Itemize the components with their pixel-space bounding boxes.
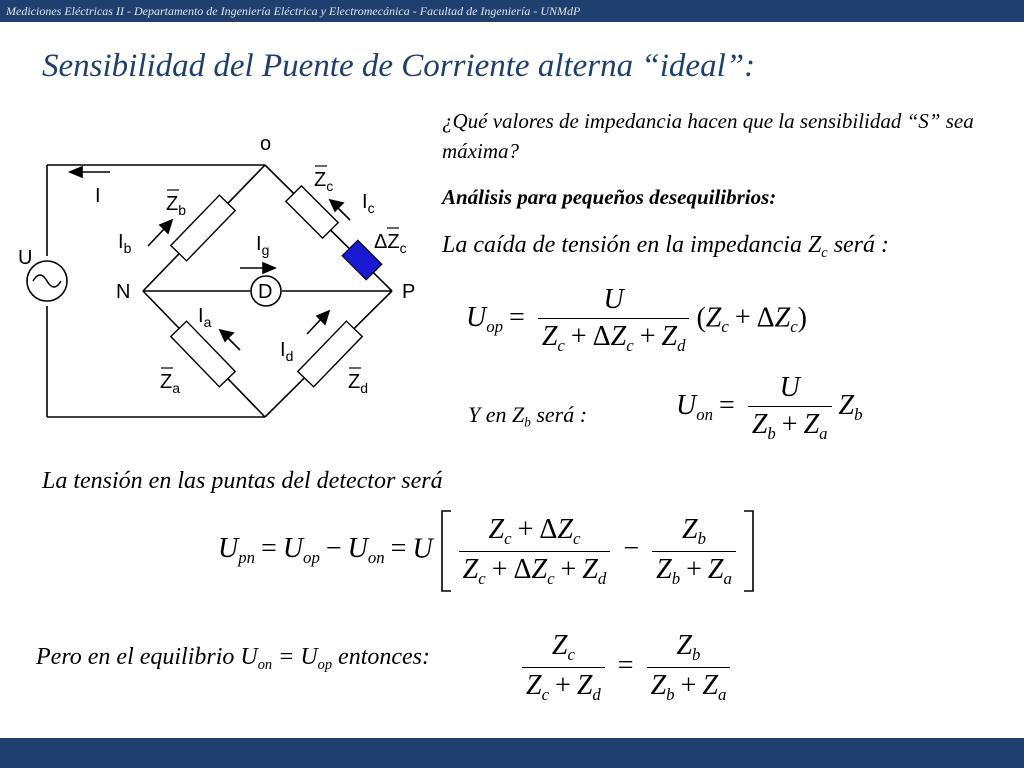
impedance-zd-label: $Z_d$ xyxy=(348,371,369,396)
detector-voltage-text: La tensión en las puntas del detector será xyxy=(42,468,443,494)
current-ia-label: $I_a$ xyxy=(198,305,212,330)
slide-title: Sensibilidad del Puente de Corriente alterna “ideal”: xyxy=(42,48,756,84)
delta-zc-label: $\Delta Z_c$ xyxy=(374,231,407,256)
equilibrium-text: Pero en el equilibrio $U_{on} = U_{op}$ entonces: xyxy=(36,644,431,674)
bridge-circuit-diagram xyxy=(0,120,440,430)
header-text: Mediciones Eléctricas II - Departamento de Ingeniería Eléctrica y Electromecánica - Facultad de Ingeniería - UNMdP xyxy=(6,4,581,18)
equilibrium-formula: $\frac{Z_c}{Z_c + Z_d}$ = $\frac{Z_b}{Z_b + Z_a}$ xyxy=(522,630,730,705)
detector-d-label: D xyxy=(258,281,273,303)
impedance-zb-label: $Z_b$ xyxy=(166,193,187,218)
impedance-zc-label: $Z_c$ xyxy=(314,169,334,194)
analysis-heading: Análisis para pequeños desequilibrios: xyxy=(442,185,777,209)
footer-bar xyxy=(0,738,1024,768)
current-ib-label: $I_b$ xyxy=(118,231,132,256)
y-en-text: Y en $Z_b$ será : xyxy=(468,402,588,430)
upn-formula: $U_{pn} = U_{op} - U_{on} = U$ $\frac{Z_c + \Delta Z_c}{Z_c + \Delta Z_c + Z_d}$ − $\frac{Z_b}{Z_b + Z_a}$ xyxy=(218,510,755,592)
uop-formula: $U_{op}$ = $\frac{U}{Z_c + \Delta Z_c + Z_d}$ $(Z_c + \Delta Z_c)$ xyxy=(466,284,807,355)
impedance-za-label: $Z_a$ xyxy=(160,371,181,396)
question-text: ¿Qué valores de impedancia hacen que la sensibilidad “S” sea máxima? xyxy=(442,109,974,163)
source-u-label: U xyxy=(18,247,33,269)
current-ic-label: $I_c$ xyxy=(362,191,375,216)
node-p-label: P xyxy=(402,281,416,303)
header-bar xyxy=(0,0,1024,22)
current-i-label: I xyxy=(95,185,101,207)
current-ig-label: $I_g$ xyxy=(256,233,270,258)
current-id-label: $I_d$ xyxy=(280,339,294,364)
node-n-label: N xyxy=(116,281,131,303)
node-o-label: o xyxy=(260,133,272,155)
caida-tension-text: La caída de tensión en la impedancia $Z_c$ será : xyxy=(442,232,890,262)
uon-formula: $U_{on}$ = $\frac{U}{Z_b + Z_a}$ $Z_b$ xyxy=(676,372,863,443)
